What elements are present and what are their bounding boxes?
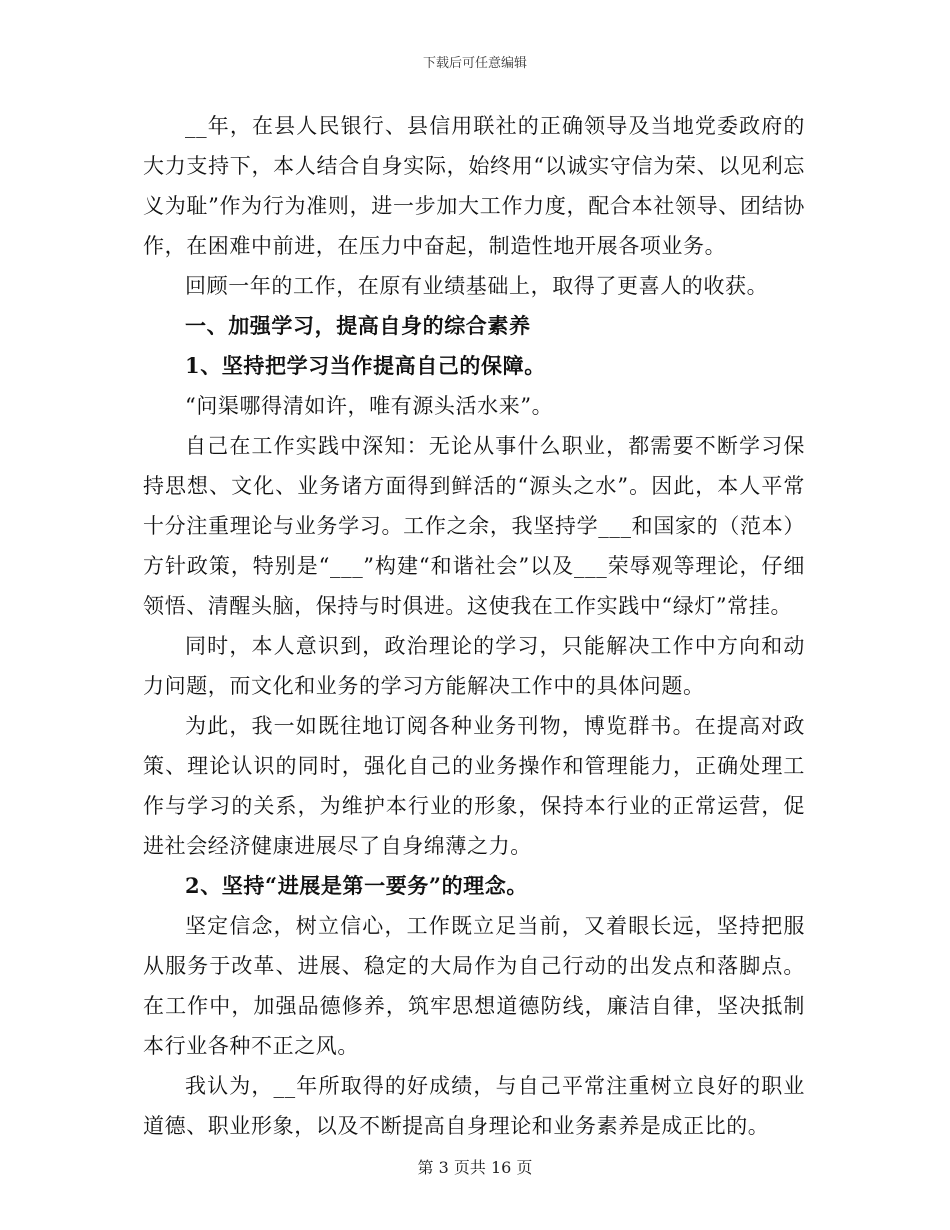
paragraph-awareness: 同时，本人意识到，政治理论的学习，只能解决工作中方向和动力问题，而文化和业务的学习方能解决工作中的具体问题。: [143, 634, 805, 698]
paragraph-quote: “问渠哪得清如许，唯有源头活水来”。: [185, 394, 554, 418]
subheading-1-2: 2、坚持“进展是第一要务”的理念。: [185, 873, 528, 898]
paragraph-belief: 坚定信念，树立信心，工作既立足当前，又着眼长远，坚持把服从服务于改革、进展、稳定的大局作为自己行动的出发点和落脚点。在工作中，加强品德修养，筑牢思想道德防线，廉洁自律，坚决抵制本行业各种不正之风。: [143, 914, 805, 1058]
page-header-note: 下载后可任意编辑: [422, 56, 527, 71]
page-number: 第 3 页共 16 页: [417, 1158, 533, 1177]
paragraph-conclusion: 我认为，__年所取得的好成绩，与自己平常注重树立良好的职业道德、职业形象，以及不断提高自身理论和业务素养是成正比的。: [143, 1074, 805, 1138]
paragraph-reading: 为此，我一如既往地订阅各种业务刊物，博览群书。在提高对政策、理论认识的同时，强化自己的业务操作和管理能力，正确处理工作与学习的关系，为维护本行业的形象，保持本行业的正常运营，促进社会经济健康进展尽了自身绵薄之力。: [143, 714, 805, 858]
paragraph-review: 回顾一年的工作，在原有业绩基础上，取得了更喜人的收获。: [185, 274, 769, 298]
paragraph-intro: __年，在县人民银行、县信用联社的正确领导及当地党委政府的大力支持下，本人结合自身实际，始终用“以诚实守信为荣、以见利忘义为耻”作为行为准则，进一步加大工作力度，配合本社领导、团结协作，在困难中前进，在压力中奋起，制造性地开展各项业务。: [143, 114, 805, 258]
paragraph-study: 自己在工作实践中深知：无论从事什么职业，都需要不断学习保持思想、文化、业务诸方面得到鲜活的“源头之水”。因此，本人平常十分注重理论与业务学习。工作之余，我坚持学___和国家的（范本）方针政策，特别是“___”构建“和谐社会”以及___荣辱观等理论，仔细领悟、清醒头脑，保持与时俱进。这使我在工作实践中“绿灯”常挂。: [143, 434, 805, 618]
section-heading-1: 一、加强学习，提高自身的综合素养: [185, 313, 531, 338]
subheading-1-1: 1、坚持把学习当作提高自己的保障。: [185, 353, 546, 378]
document-body: [143, 106, 805, 1146]
